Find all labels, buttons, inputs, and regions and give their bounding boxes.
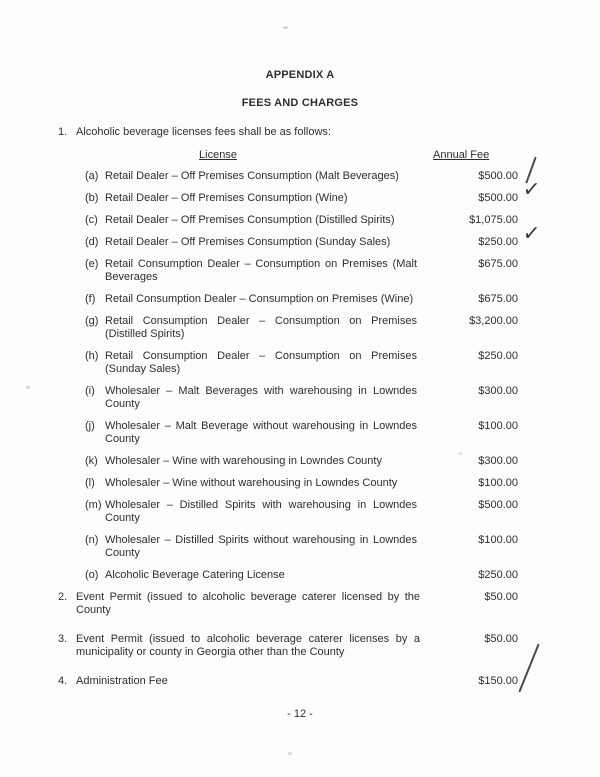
fee-table-header: [85, 149, 518, 162]
fee-row: [85, 192, 518, 205]
scan-artifact: [288, 752, 292, 755]
fee-row: [85, 455, 518, 468]
fee-item-label: (d): [85, 236, 99, 248]
fee-item-text: Wholesaler – Malt Beverages with warehousing in Lowndes County: [105, 385, 417, 410]
fee-item-label: (i): [85, 385, 95, 397]
item-number: 3.: [58, 633, 68, 645]
fee-item-label: (o): [85, 569, 99, 581]
scan-artifact: [26, 386, 30, 389]
fee-item-text: Retail Consumption Dealer – Consumption on Premises (Distilled Spirits): [105, 315, 417, 340]
column-header-license-wrap: [105, 149, 421, 162]
fee-item-text: Retail Consumption Dealer – Consumption on Premises (Malt Beverages: [105, 258, 417, 283]
fee-item-label: (f): [85, 293, 96, 305]
fee-item-text: Wholesaler – Wine with warehousing in Lowndes County: [105, 455, 382, 467]
item-number: 4.: [58, 675, 68, 687]
fee-row: [85, 214, 518, 227]
fee-item-text: Retail Consumption Dealer – Consumption on Premises (Wine): [105, 293, 414, 305]
column-header-annual-fee: Annual Fee: [433, 149, 490, 161]
fee-item-amount: $100.00: [478, 420, 518, 432]
column-header-license: License: [199, 149, 237, 161]
fee-item-amount: $250.00: [478, 236, 518, 248]
numbered-item-row: [58, 675, 518, 688]
fee-item-text: Retail Dealer – Off Premises Consumption (Distilled Spirits): [105, 214, 395, 226]
section-1-intro: [58, 126, 518, 139]
fee-item-label: (k): [85, 455, 98, 467]
item-amount: $150.00: [478, 675, 518, 687]
fee-row: [85, 236, 518, 249]
fee-item-text: Retail Consumption Dealer – Consumption on Premises (Sunday Sales): [105, 350, 417, 375]
fee-item-label: (j): [85, 420, 95, 432]
section-intro-text: Alcoholic beverage licenses fees shall be as follows:: [76, 126, 331, 138]
fee-item-label: (l): [85, 477, 95, 489]
numbered-sections: [58, 591, 518, 688]
fee-item-amount: $3,200.00: [469, 315, 518, 327]
fee-item-amount: $100.00: [478, 534, 518, 546]
fee-item-amount: $300.00: [478, 455, 518, 467]
fee-item-text: Wholesaler – Distilled Spirits with warehousing in Lowndes County: [105, 499, 417, 524]
fee-item-text: Retail Dealer – Off Premises Consumption (Wine): [105, 192, 348, 204]
fee-row: [85, 420, 518, 446]
fee-item-label: (a): [85, 170, 99, 182]
fee-item-amount: $300.00: [478, 385, 518, 397]
fee-item-text: Wholesaler – Wine without warehousing in Lowndes County: [105, 477, 398, 489]
section-number: 1.: [58, 126, 68, 138]
fee-item-amount: $500.00: [478, 499, 518, 511]
scan-artifact: [283, 26, 288, 29]
fee-item-amount: $500.00: [478, 192, 518, 204]
header-spacer: [85, 149, 105, 162]
fee-item-amount: $675.00: [478, 293, 518, 305]
page-number: - 12 -: [287, 708, 313, 720]
appendix-title: APPENDIX A: [265, 69, 335, 81]
fee-row: [85, 534, 518, 560]
fee-item-amount: $100.00: [478, 477, 518, 489]
fee-item-amount: $1,075.00: [469, 214, 518, 226]
fee-item-amount: $250.00: [478, 569, 518, 581]
checkmark-annotation: [518, 192, 546, 205]
fee-item-label: (h): [85, 350, 99, 362]
item-number: 2.: [58, 591, 68, 603]
page-subtitle: FEES AND CHARGES: [241, 97, 359, 109]
fee-list: [85, 170, 518, 582]
fee-item-label: (e): [85, 258, 99, 270]
fee-item-text: Wholesaler – Malt Beverage without warehousing in Lowndes County: [105, 420, 417, 445]
fee-row: [85, 315, 518, 341]
item-amount: $50.00: [484, 633, 518, 645]
item-text: Event Permit (issued to alcoholic beverage caterer licenses by a municipality or county in Georgia other than the County: [76, 633, 420, 658]
numbered-item-row: [58, 633, 518, 659]
item-text: Administration Fee: [76, 675, 168, 687]
fee-item-text: Retail Dealer – Off Premises Consumption (Sunday Sales): [105, 236, 391, 248]
column-header-annual-fee-wrap: [421, 149, 518, 162]
fee-item-amount: $250.00: [478, 350, 518, 362]
fee-row: [85, 499, 518, 525]
fee-row: [85, 293, 518, 306]
fee-item-text: Wholesaler – Distilled Spirits without warehousing in Lowndes County: [105, 534, 417, 559]
fee-item-label: (n): [85, 534, 99, 546]
fee-row: [85, 477, 518, 490]
numbered-item-row: [58, 591, 518, 617]
fee-item-amount: $500.00: [478, 170, 518, 182]
fee-item-label: (g): [85, 315, 99, 327]
fee-row: [85, 569, 518, 582]
fee-row: [85, 170, 518, 183]
fee-row: [85, 385, 518, 411]
fee-item-amount: $675.00: [478, 258, 518, 270]
slash-annotation: [518, 675, 546, 688]
fee-item-text: Alcoholic Beverage Catering License: [105, 569, 285, 581]
fee-row: [85, 258, 518, 284]
item-text: Event Permit (issued to alcoholic beverage caterer licensed by the County: [76, 591, 420, 616]
fee-item-label: (m): [85, 499, 102, 511]
fee-item-label: (b): [85, 192, 99, 204]
fee-item-label: (c): [85, 214, 98, 226]
checkmark-annotation: [518, 236, 546, 249]
item-amount: $50.00: [484, 591, 518, 603]
fee-item-text: Retail Dealer – Off Premises Consumption (Malt Beverages): [105, 170, 399, 182]
fee-row: [85, 350, 518, 376]
